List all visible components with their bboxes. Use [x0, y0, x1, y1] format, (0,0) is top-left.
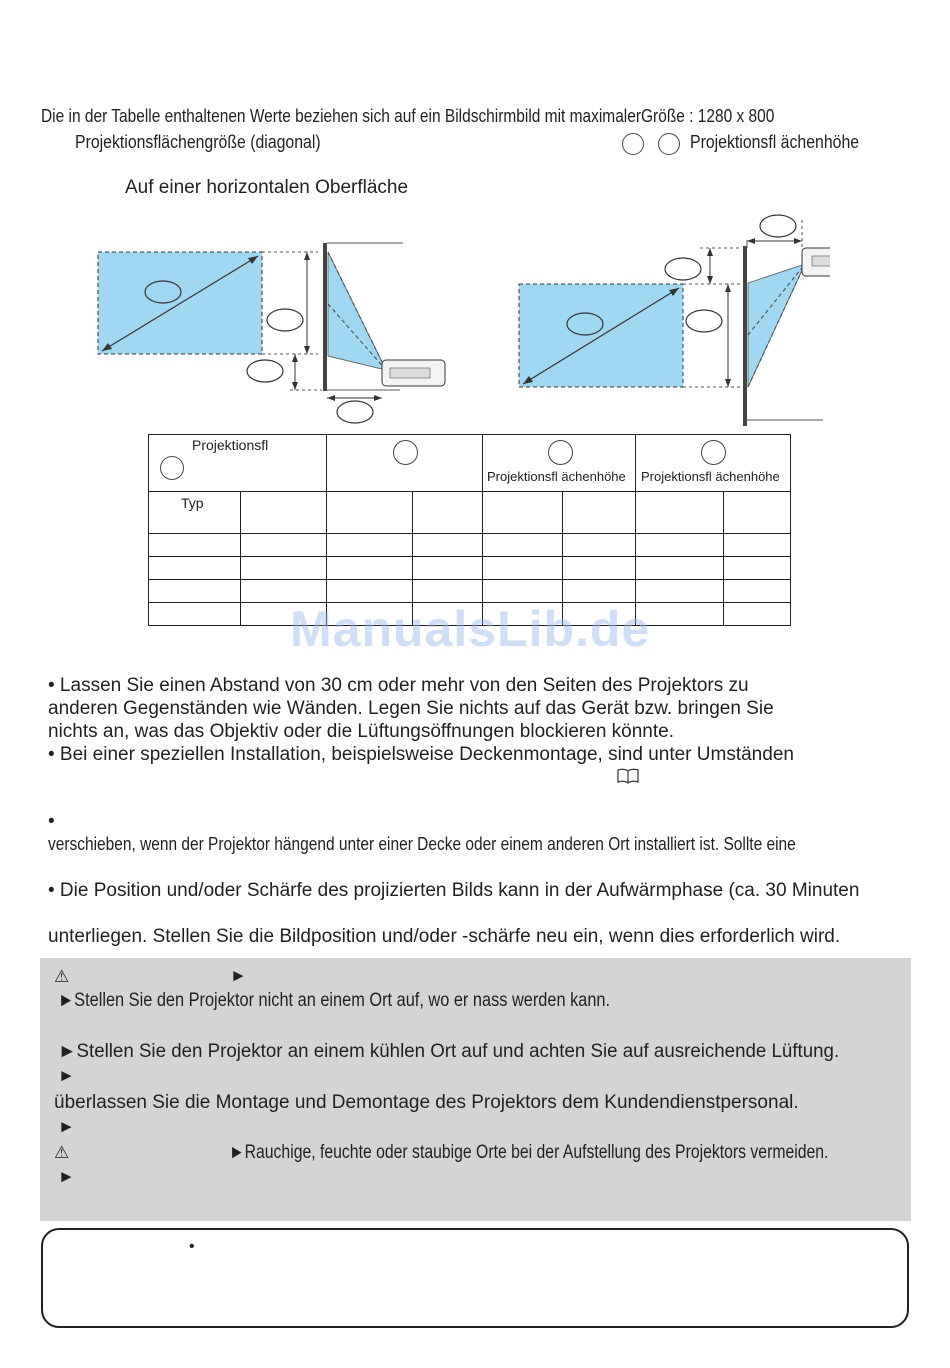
table-cell	[327, 492, 413, 534]
book-icon	[617, 768, 639, 784]
table-header-screen-label: Projektionsfl	[192, 437, 269, 453]
circle-marker	[160, 456, 184, 480]
table-cell	[636, 492, 724, 534]
bullet-spacing-line-3: nichts an, was das Objektiv oder die Lüftungsöffnungen blockieren könnte.	[48, 721, 674, 742]
projection-table	[148, 434, 791, 626]
installation-diagram	[90, 208, 830, 428]
bullet-ceiling-text: verschieben, wenn der Projektor hängend unter einer Decke oder einem anderen Ort installiert ist. Sollte eine	[48, 834, 796, 854]
table-row	[149, 557, 791, 580]
caution-line-ventilation: ►Stellen Sie den Projektor an einem kühlen Ort auf und achten Sie auf ausreichende Lüftung.	[58, 1041, 840, 1062]
table-header-height-label-b: Projektionsfl ächenhöhe	[641, 469, 780, 484]
screen-size-label: Projektionsflächengröße (diagonal)	[75, 132, 321, 152]
table-cell	[483, 492, 563, 534]
warning-icon: ⚠	[54, 967, 70, 986]
circle-marker	[548, 440, 573, 465]
watermark: ManualsLib.de	[290, 601, 651, 657]
table-cell	[563, 492, 636, 534]
note-box	[41, 1228, 909, 1328]
bullet-warmup-line-1: • Die Position und/oder Schärfe des projizierten Bilds kann in der Aufwärmphase (ca. 30 Minuten	[48, 880, 860, 901]
screen-height-label: Projektionsfl ächenhöhe	[690, 132, 860, 152]
note-bullet: •	[189, 1238, 195, 1255]
table-row	[149, 492, 791, 534]
circle-marker-b	[658, 133, 680, 155]
intro-text: Die in der Tabelle enthaltenen Werte beziehen sich auf ein Bildschirmbild mit maximalerGröße : 1280 x 800	[41, 106, 775, 126]
bullet-spacing-line-1: • Lassen Sie einen Abstand von 30 cm oder mehr von den Seiten des Projektors zu	[48, 675, 749, 696]
table-header-height-b	[636, 435, 791, 492]
figure-title: Auf einer horizontalen Oberfläche	[125, 177, 409, 198]
bullet-special-installation: • Bei einer speziellen Installation, beispielsweise Deckenmontage, sind unter Umständen	[48, 744, 794, 765]
table-header-screen-size	[149, 435, 327, 492]
table-cell	[241, 492, 327, 534]
arrow-icon: ►	[58, 1117, 75, 1136]
circle-marker	[393, 440, 418, 465]
circle-marker	[701, 440, 726, 465]
warning-icon: ⚠	[54, 1143, 70, 1162]
table-cell	[413, 492, 483, 534]
arrow-icon: ►	[58, 1167, 75, 1186]
table-cell-type: Typ	[149, 492, 241, 534]
caution-line-smoke: ►Rauchige, feuchte oder staubige Orte bei der Aufstellung des Projektors vermeiden.	[229, 1142, 829, 1163]
table-header-distance	[327, 435, 483, 492]
table-cell	[724, 492, 791, 534]
bullet-dot: •	[48, 811, 55, 832]
circle-marker-a	[622, 133, 644, 155]
table-row	[149, 534, 791, 557]
caution-line-service: überlassen Sie die Montage und Demontage des Projektors dem Kundendienstpersonal.	[54, 1092, 799, 1113]
table-header-height-a	[483, 435, 636, 492]
arrow-icon: ►	[58, 1066, 75, 1085]
bullet-spacing-line-2: anderen Gegenständen wie Wänden. Legen Sie nichts auf das Gerät bzw. bringen Sie	[48, 698, 774, 719]
caution-box	[40, 958, 911, 1221]
table-header-height-label-a: Projektionsfl ächenhöhe	[487, 469, 626, 484]
arrow-icon: ►	[230, 966, 247, 985]
left-diagram	[98, 243, 445, 423]
caution-line-wet: ►Stellen Sie den Projektor nicht an einem Ort auf, wo er nass werden kann.	[58, 990, 611, 1011]
right-diagram	[519, 215, 830, 426]
bullet-warmup-line-2: unterliegen. Stellen Sie die Bildposition und/oder -schärfe neu ein, wenn dies erforderlich wird.	[48, 926, 841, 947]
